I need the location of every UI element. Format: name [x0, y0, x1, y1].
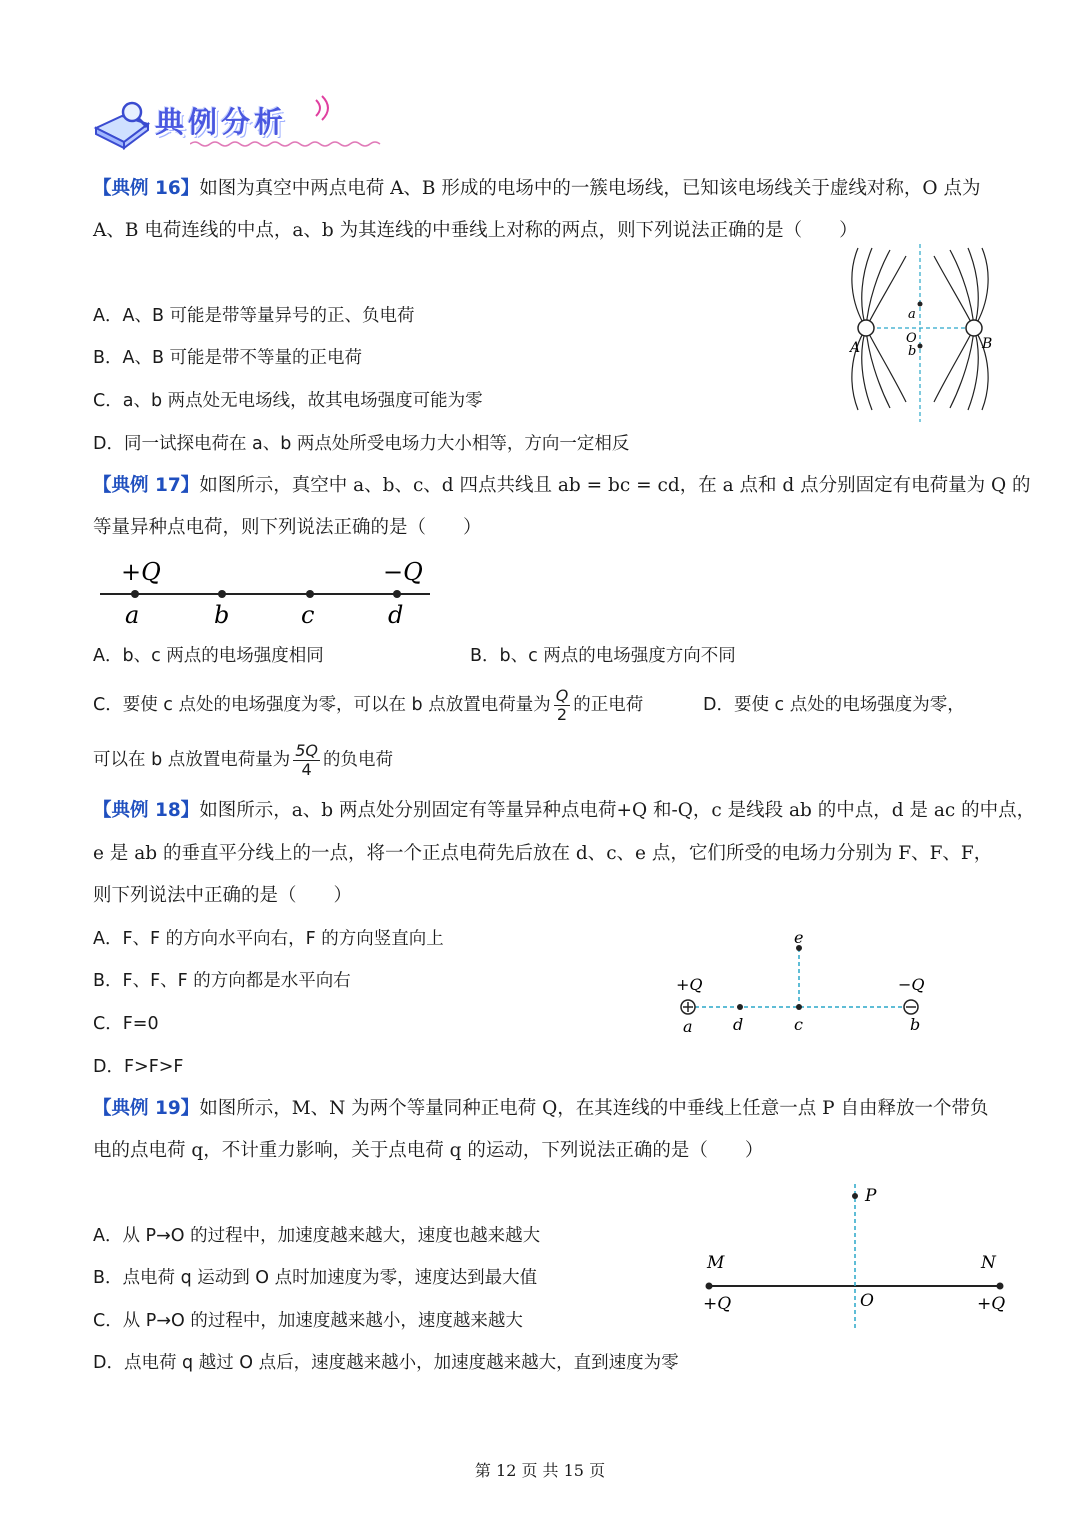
q19-option-d: D．点电荷 q 越过 O 点后，速度越来越小，加速度越来越大，直到速度为零 [93, 1353, 679, 1373]
q16-charge-b [966, 320, 982, 336]
q16-stem-line1: 【典例 16】如图为真空中两点电荷 A、B 形成的电场中的一簇电场线，已知该电场线关于虚线对称，O 点为 [93, 178, 981, 199]
svg-text:+Q: +Q [703, 1294, 732, 1314]
section-banner [92, 92, 342, 154]
q16-option-d: D．同一试探电荷在 a、b 两点处所受电场力大小相等，方向一定相反 [93, 434, 630, 454]
svg-text:M: M [707, 1253, 725, 1273]
q19-option-b: B．点电荷 q 运动到 O 点时加速度为零，速度达到最大值 [93, 1268, 538, 1288]
svg-text:b: b [910, 1015, 921, 1034]
svg-text:b: b [908, 344, 917, 359]
svg-text:B: B [982, 336, 993, 352]
svg-text:P: P [865, 1186, 877, 1206]
q16-stem-line2: A、B 电荷连线的中点，a、b 为其连线的中垂线上对称的两点，则下列说法正确的是（ ） [93, 220, 858, 241]
q19-option-c: C．从 P→O 的过程中，加速度越来越小，速度越来越大 [93, 1311, 523, 1331]
section-title: 典例分析 [155, 105, 288, 139]
q16-field-line-figure [840, 242, 1000, 424]
svg-text:+Q: +Q [977, 1294, 1006, 1314]
q17-fraction-c: $\frac{Q}{2}$ [555, 685, 569, 724]
svg-text:d: d [733, 1015, 744, 1034]
signal-waves-icon [310, 92, 340, 122]
q18-stem-line1: 【典例 18】如图所示，a、b 两点处分别固定有等量异种点电荷+Q 和-Q，c 是线段 ab 的中点，d 是 ac 的中点， [93, 800, 1036, 821]
q17-option-b: B．b、c 两点的电场强度方向不同 [470, 646, 736, 666]
q18-stem-line3: 则下列说法中正确的是（ ） [93, 885, 353, 906]
q17-option-a: A．b、c 两点的电场强度相同 [93, 646, 324, 666]
q17-option-d-cont: 可以在 b 点放置电荷量为 $\frac{5Q}{4}$ 的负电荷 [93, 740, 394, 779]
q18-tag: 【典例 18】 [93, 800, 200, 821]
q17-stem-line2: 等量异种点电荷，则下列说法正确的是（ ） [93, 517, 482, 538]
svg-text:+Q: +Q [676, 975, 703, 994]
svg-text:a: a [908, 307, 916, 322]
q16-charge-a [858, 320, 874, 336]
q16-tag: 【典例 16】 [93, 178, 200, 199]
svg-text:e: e [794, 928, 804, 947]
q17-option-d: D．要使 c 点处的电场强度为零， [703, 695, 965, 715]
q18-charge-figure [668, 926, 938, 1041]
svg-text:c: c [301, 601, 315, 629]
q16-option-a: A．A、B 可能是带等量异号的正、负电荷 [93, 306, 415, 326]
q19-tag: 【典例 19】 [93, 1098, 200, 1119]
q18-option-a: A．F、F 的方向水平向右，F 的方向竖直向上 [93, 929, 444, 949]
q18-option-d: D．F>F>F [93, 1057, 184, 1077]
q18-option-c: C．F=0 [93, 1014, 159, 1034]
svg-text:a: a [125, 601, 140, 629]
q18-stem-line2: e 是 ab 的垂直平分线上的一点，将一个正点电荷先后放在 d、c、e 点，它们所受的电场力分别为 F、F、F， [93, 843, 993, 864]
q16-option-c: C．a、b 两点处无电场线，故其电场强度可能为零 [93, 391, 483, 411]
page-footer: 第 12 页 共 15 页 [474, 1461, 606, 1480]
open-book-icon [92, 98, 162, 150]
q17-option-c: C．要使 c 点处的电场强度为零，可以在 b 点放置电荷量为 $\frac{Q}{2}$ 的正电荷 [93, 685, 644, 724]
svg-text:d: d [388, 601, 404, 629]
svg-text:O: O [906, 331, 917, 346]
q17-fraction-d: $\frac{5Q}{4}$ [295, 740, 319, 779]
q18-option-b: B．F、F、F 的方向都是水平向右 [93, 971, 351, 991]
wavy-underline [190, 140, 390, 148]
q17-tag: 【典例 17】 [93, 475, 200, 496]
svg-text:−Q: −Q [898, 975, 925, 994]
svg-text:−Q: −Q [383, 558, 423, 586]
q16-option-b: B．A、B 可能是带不等量的正电荷 [93, 348, 363, 368]
svg-text:a: a [683, 1017, 693, 1036]
svg-text:A: A [850, 340, 861, 356]
q17-stem-line1: 【典例 17】如图所示，真空中 a、b、c、d 四点共线且 ab = bc = cd，在 a 点和 d 点分别固定有电荷量为 Q 的 [93, 475, 1031, 496]
svg-text:b: b [214, 601, 230, 629]
q19-charge-figure [695, 1176, 1015, 1332]
q17-charge-line-figure [95, 555, 440, 635]
q19-stem-line1: 【典例 19】如图所示，M、N 为两个等量同种正电荷 Q，在其连线的中垂线上任意一点 P 自由释放一个带负 [93, 1098, 989, 1119]
svg-text:N: N [981, 1253, 996, 1273]
q19-stem-line2: 电的点电荷 q，不计重力影响，关于点电荷 q 的运动，下列说法正确的是（ ） [93, 1140, 764, 1161]
svg-text:+Q: +Q [121, 558, 161, 586]
svg-text:O: O [860, 1291, 874, 1311]
q19-option-a: A．从 P→O 的过程中，加速度越来越大，速度也越来越大 [93, 1226, 541, 1246]
svg-text:c: c [794, 1015, 803, 1034]
